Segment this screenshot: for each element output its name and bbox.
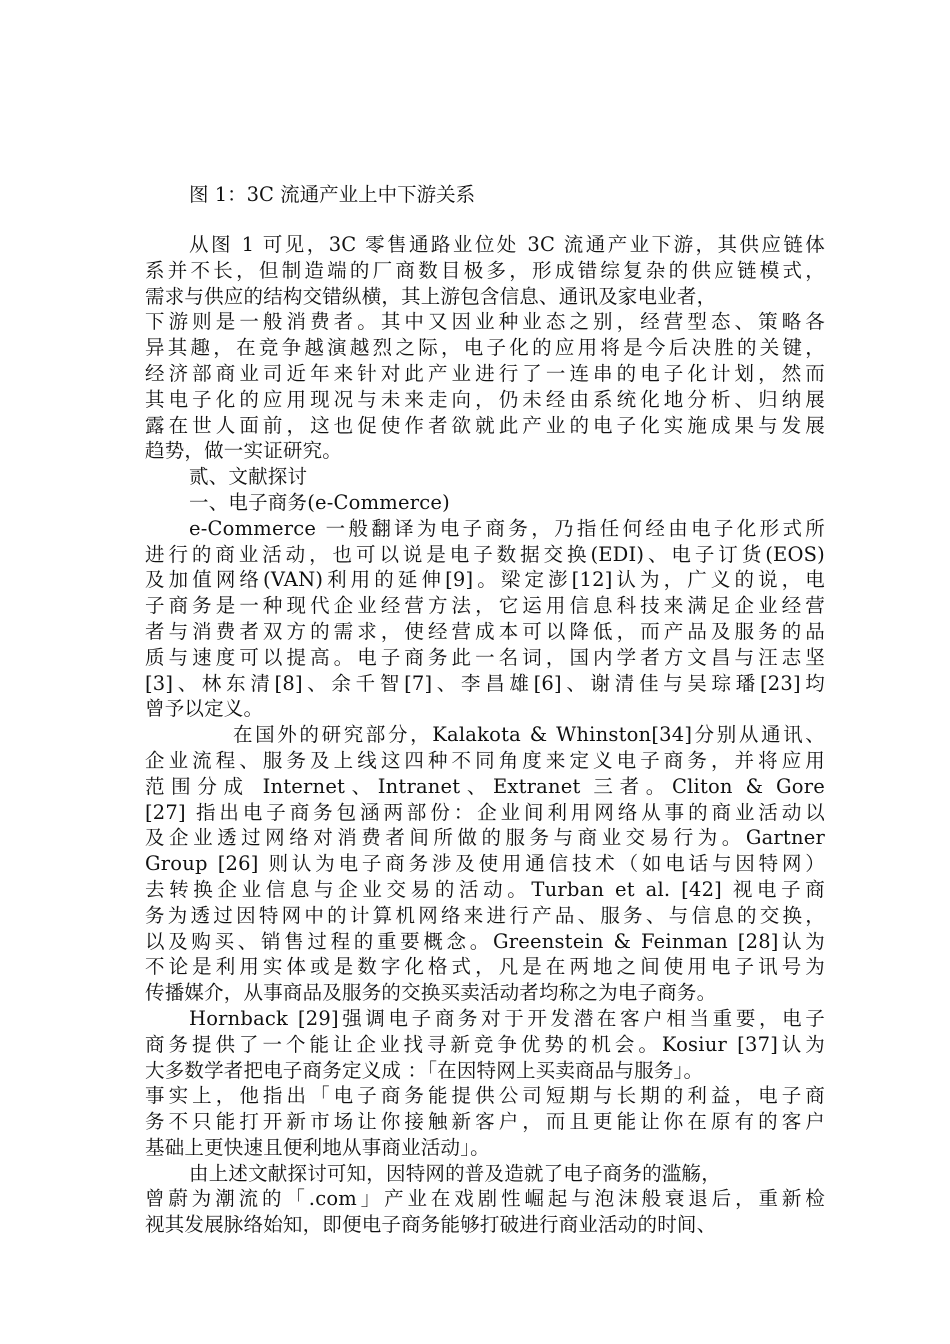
text-line: 不论是利用实体或是数字化格式，凡是在两地之间使用电子讯号为	[145, 955, 825, 979]
text-line: 传播媒介，从事商品及服务的交换买卖活动者均称之为电子商务。	[145, 981, 717, 1005]
text-line: Hornback [29]强调电子商务对于开发潜在客户相当重要，电子	[189, 1006, 825, 1030]
text-line: e-Commerce 一般翻译为电子商务，乃指任何经由电子化形式所	[189, 516, 825, 540]
text-line: 趋势，做一实证研究。	[145, 439, 343, 463]
text-line: 企业流程、服务及上线这四种不同角度来定义电子商务，并将应用	[145, 748, 825, 772]
text-line: 去转换企业信息与企业交易的活动。Turban et al. [42] 视电子商	[145, 877, 825, 901]
text-line: 其电子化的应用现况与未来走向，仍未经由系统化地分析、归纳展	[145, 387, 825, 411]
text-line: 务不只能打开新市场让你接触新客户，而且更能让你在原有的客户	[145, 1110, 825, 1134]
text-line: 质与速度可以提高。电子商务此一名词，国内学者方文昌与汪志坚	[145, 645, 825, 669]
body-text	[145, 232, 825, 1238]
text-line: [27] 指出电子商务包涵两部份：企业间利用网络从事的商业活动以	[145, 800, 825, 824]
text-line: Group [26] 则认为电子商务涉及使用通信技术（如电话与因特网）	[145, 852, 825, 876]
text-line: 大多数学者把电子商务定义成 ：「在因特网上买卖商品与服务」。	[145, 1058, 704, 1082]
text-line: 及企业透过网络对消费者间所做的服务与商业交易行为。Gartner	[145, 826, 825, 850]
text-line: 曾蔚为潮流的「.com」产业在戏剧性崛起与泡沫般衰退后，重新检	[145, 1187, 825, 1211]
text-line: 在国外的研究部分，Kalakota & Whinston[34]分别从通讯、	[233, 723, 825, 747]
text-line: 系并不长，但制造端的厂商数目极多，形成错综复杂的供应链模式，	[145, 258, 825, 282]
text-line: 一、电子商务(e-Commerce)	[189, 490, 450, 514]
text-line: 视其发展脉络始知，即便电子商务能够打破进行商业活动的时间、	[145, 1213, 717, 1237]
text-line: 及加值网络(VAN)利用的延伸[9]。梁定澎[12]认为，广义的说，电	[145, 568, 825, 592]
text-line: 商务提供了一个能让企业找寻新竞争优势的机会。Kosiur [37]认为	[145, 1032, 825, 1056]
text-line: 异其趣，在竞争越演越烈之际，电子化的应用将是今后决胜的关键，	[145, 336, 825, 360]
text-line: 贰、文献探讨	[189, 465, 308, 489]
text-line: 进行的商业活动，也可以说是电子数据交换(EDI)、电子订货(EOS)	[145, 542, 825, 566]
text-line: 事实上，他指出「电子商务能提供公司短期与长期的利益，电子商	[145, 1084, 825, 1108]
text-line: 从图 1 可见，3C 零售通路业位处 3C 流通产业下游，其供应链体	[189, 233, 825, 256]
text-line: 子商务是一种现代企业经营方法，它运用信息科技来满足企业经营	[145, 594, 825, 618]
text-line: 由上述文献探讨可知，因特网的普及造就了电子商务的滥觞，	[189, 1161, 721, 1185]
text-line: 基础上更快速且便利地从事商业活动」。	[145, 1135, 490, 1159]
text-line: 曾予以定义。	[145, 697, 264, 721]
text-line: 需求与供应的结构交错纵横，其上游包含信息、通讯及家电业者，	[145, 284, 717, 308]
text-line: 以及购买、销售过程的重要概念。Greenstein & Feinman [28]认为	[145, 929, 825, 953]
text-line: 范围分成 Internet、Intranet、Extranet 三者。Cliton & Gore	[145, 774, 825, 798]
text-line: 者与消费者双方的需求，使经营成本可以降低，而产品及服务的品	[145, 619, 825, 643]
text-line: 下游则是一般消费者。其中又因业种业态之别，经营型态、策略各	[145, 310, 825, 334]
text-line: 经济部商业司近年来针对此产业进行了一连串的电子化计划，然而	[145, 361, 825, 385]
text-line: 务为透过因特网中的计算机网络来进行产品、服务、与信息的交换，	[145, 903, 825, 927]
text-line: [3]、林东清[8]、余千智[7]、李昌雄[6]、谢清佳与吴琮璠[23]均	[145, 671, 825, 695]
figure-caption: 图 1：3C 流通产业上中下游关系	[189, 183, 476, 206]
text-line: 露在世人面前，这也促使作者欲就此产业的电子化实施成果与发展	[145, 413, 825, 437]
